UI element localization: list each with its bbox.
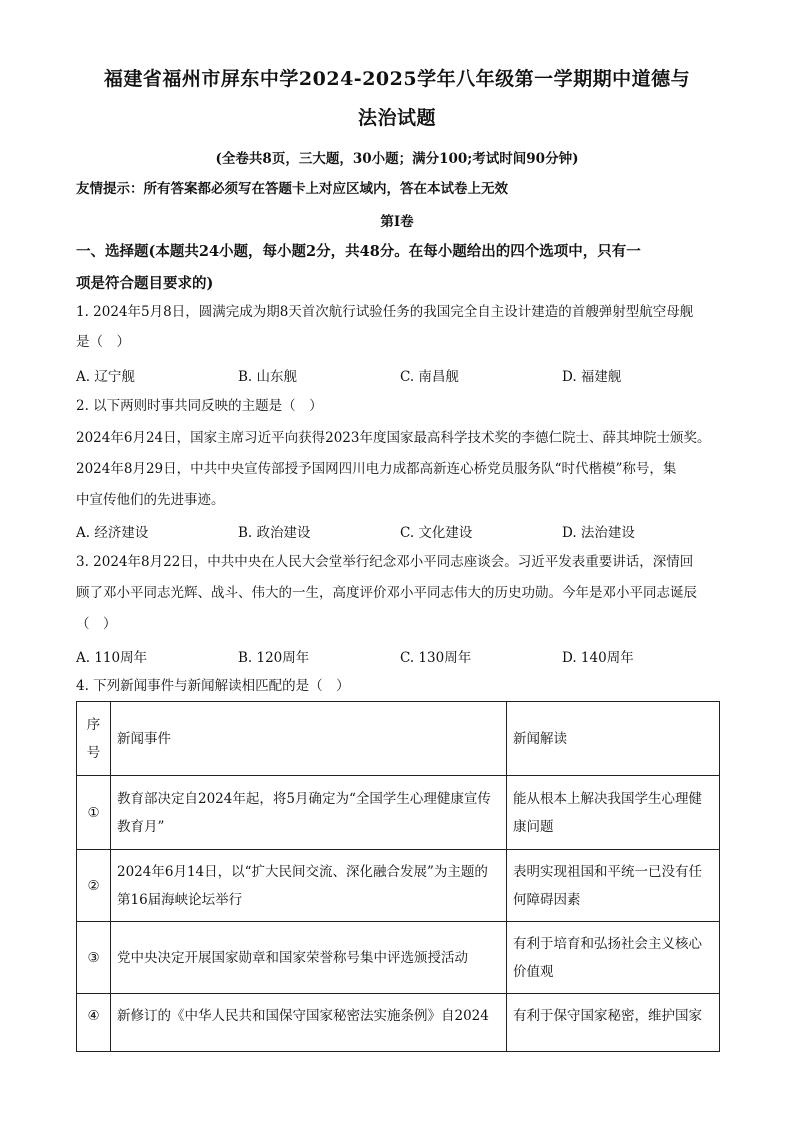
section-heading-line-2: 项是符合题目要求的)	[76, 275, 214, 292]
question-1-option-a[interactable]: A. 辽宁舰	[76, 369, 135, 385]
friendly-tip: 友情提示：所有答案都必须写在答题卡上对应区域内，答在本试卷上无效	[76, 181, 508, 197]
row-number: ③	[77, 922, 111, 994]
question-1-option-c[interactable]: C. 南昌舰	[400, 369, 459, 385]
row-reading: 有利于保守国家秘密，维护国家	[507, 994, 720, 1052]
row-reading: 能从根本上解决我国学生心理健康问题	[507, 776, 720, 850]
question-1-options	[76, 365, 718, 385]
question-1-option-b[interactable]: B. 山东舰	[238, 369, 298, 385]
question-1-line-2: 是（ ）	[76, 334, 130, 350]
exam-title-line-2: 法治试题	[357, 107, 436, 129]
question-3-line-1: 3. 2024年8月22日，中共中央在人民大会堂举行纪念邓小平同志座谈会。习近平发表重要讲话，深情回	[76, 554, 694, 570]
row-number: ①	[77, 776, 111, 850]
question-2-options	[76, 521, 718, 541]
table-row	[77, 776, 720, 850]
question-2-news-1: 2024年6月24日，国家主席习近平向获得2023年度国家最高科学技术奖的李德仁院士、薛其坤院士颁奖。	[76, 430, 711, 446]
volume-heading: 第Ⅰ卷	[380, 214, 414, 230]
question-2-option-d[interactable]: D. 法治建设	[562, 525, 635, 541]
question-1-line-1: 1. 2024年5月8日，圆满完成为期8天首次航行试验任务的我国完全自主设计建造的首艘弹射型航空母舰	[76, 304, 694, 320]
table-row	[77, 850, 720, 922]
question-3-option-d[interactable]: D. 140周年	[562, 650, 634, 666]
question-2-option-a[interactable]: A. 经济建设	[76, 525, 149, 541]
exam-title-line-1: 福建省福州市屏东中学2024-2025学年八年级第一学期期中道德与	[103, 68, 691, 90]
row-event: 教育部决定自2024年起，将5月确定为“全国学生心理健康宣传教育月”	[111, 776, 507, 850]
question-3-line-2: 顾了邓小平同志光辉、战斗、伟大的一生，高度评价邓小平同志伟大的历史功勋。今年是邓小平同志诞辰	[76, 585, 697, 601]
table-header-row	[77, 702, 720, 776]
section-heading	[76, 236, 718, 300]
news-table	[76, 701, 720, 1052]
question-1-option-d[interactable]: D. 福建舰	[562, 369, 622, 385]
question-2-option-b[interactable]: B. 政治建设	[238, 525, 311, 541]
exam-info: (全卷共8页，三大题，30小题；满分100;考试时间90分钟)	[215, 151, 579, 167]
row-event: 2024年6月14日，以“扩大民间交流、深化融合发展”为主题的第16届海峡论坛举行	[111, 850, 507, 922]
header-reading: 新闻解读	[507, 702, 720, 776]
header-event: 新闻事件	[111, 702, 507, 776]
table-row	[77, 994, 720, 1052]
question-3-options	[76, 646, 718, 666]
section-heading-line-1: 一、选择题(本题共24小题，每小题2分，共48分。在每小题给出的四个选项中，只有一	[76, 243, 641, 260]
question-2-stem: 2. 以下两则时事共同反映的主题是（ ）	[76, 398, 323, 414]
row-reading: 表明实现祖国和平统一已没有任何障碍因素	[507, 850, 720, 922]
question-3-option-c[interactable]: C. 130周年	[400, 650, 472, 666]
table-row	[77, 922, 720, 994]
question-2-news-2-cont: 中宣传他们的先进事迹。	[76, 492, 225, 508]
row-event: 党中央决定开展国家勋章和国家荣誉称号集中评选颁授活动	[111, 922, 507, 994]
row-reading: 有利于培育和弘扬社会主义核心价值观	[507, 922, 720, 994]
question-4-stem: 4. 下列新闻事件与新闻解读相匹配的是（ ）	[76, 678, 350, 694]
header-number: 序号	[77, 702, 111, 776]
row-event: 新修订的《中华人民共和国保守国家秘密法实施条例》自2024	[111, 994, 507, 1052]
question-2-option-c[interactable]: C. 文化建设	[400, 525, 473, 541]
question-3-line-3: （ ）	[76, 616, 117, 632]
row-number: ④	[77, 994, 111, 1052]
question-3-option-a[interactable]: A. 110周年	[76, 650, 148, 666]
row-number: ②	[77, 850, 111, 922]
question-2-news-2: 2024年8月29日，中共中央宣传部授予国网四川电力成都高新连心桥党员服务队“时代楷模”称号，集	[76, 461, 677, 477]
question-3-option-b[interactable]: B. 120周年	[238, 650, 310, 666]
